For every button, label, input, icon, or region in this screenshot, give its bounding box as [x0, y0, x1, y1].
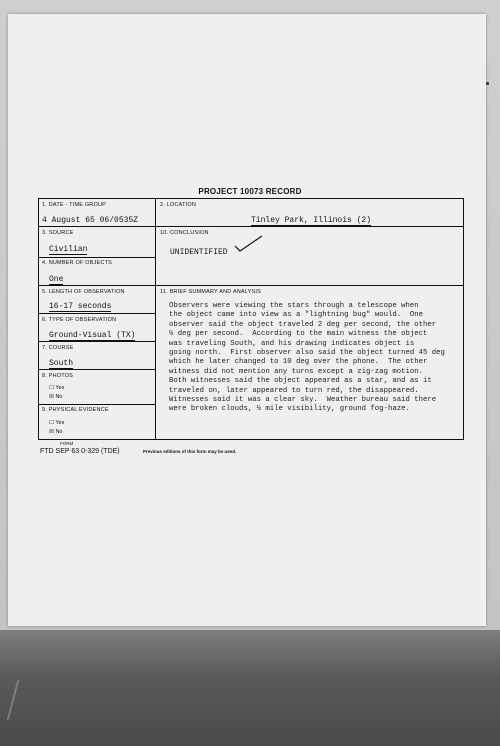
type-of-observation-value: Ground-Visual (TX) — [49, 331, 136, 340]
photos-no-checkbox: ☒ No — [49, 394, 63, 400]
conclusion-label: 10. CONCLUSION — [160, 230, 209, 236]
source-label: 3. SOURCE — [42, 230, 74, 236]
physical-evidence-no-checkbox: ☒ No — [49, 429, 63, 435]
background-bottom — [0, 630, 500, 746]
row-divider — [39, 285, 463, 286]
physical-evidence-label: 9. PHYSICAL EVIDENCE — [42, 407, 109, 413]
date-time-value: 4 August 65 06/0535Z — [42, 216, 139, 225]
record-form — [38, 198, 464, 440]
number-of-objects-value: One — [49, 275, 64, 284]
date-time-label: 1. DATE - TIME GROUP — [42, 202, 106, 208]
length-of-observation-label: 5. LENGTH OF OBSERVATION — [42, 289, 125, 295]
punch-mark — [486, 82, 489, 85]
course-value: South — [49, 359, 74, 368]
type-of-observation-label: 6. TYPE OF OBSERVATION — [42, 317, 117, 323]
row-divider — [39, 226, 155, 227]
row-divider — [39, 313, 155, 314]
photos-yes-checkbox: ☐ Yes — [49, 385, 65, 391]
location-value: Tinley Park, Illinois (2) — [251, 216, 372, 225]
row-divider — [39, 369, 155, 370]
summary-text: Observers were viewing the stars through a telescope when the object came into view as a "lightning bug" would. One observer said the object traveled 2 deg per second, the other ½ deg per second. According to the main witness the object was traveling South, and his drawing indicates object is going north. First observer also said the object turned 45 deg which he later changed to 10 deg over the phone. The other witness did not mention any turns except a zig-zag motion. Both witnesses said the object appeared as a star, and as it traveled on, later appeared to turn red, the disappeared. Witnesses said it was a clear sky. Weather bureau said there were broken clouds, ½ mile visibility, ground fog-haze. — [169, 302, 445, 414]
column-divider — [155, 199, 156, 439]
conclusion-value: UNIDENTIFIED — [170, 248, 228, 257]
number-of-objects-label: 4. NUMBER OF OBJECTS — [42, 260, 113, 266]
summary-label: 11. BRIEF SUMMARY AND ANALYSIS — [160, 289, 261, 295]
physical-evidence-yes-checkbox: ☐ Yes — [49, 420, 65, 426]
source-value: Civilian — [49, 245, 88, 254]
footer-form-id: FTD SEP 63 0-329 (TDE) — [40, 448, 120, 455]
location-label: 2. LOCATION — [160, 202, 197, 208]
row-divider — [39, 257, 155, 258]
row-divider — [39, 404, 155, 405]
row-divider — [155, 226, 463, 227]
footer-form-label: FORM — [60, 441, 74, 446]
length-of-observation-value: 16-17 seconds — [49, 302, 112, 311]
page-title: PROJECT 10073 RECORD — [198, 187, 302, 196]
footer-note: Previous editions of this form may be used. — [143, 449, 237, 454]
row-divider — [39, 341, 155, 342]
photos-label: 8. PHOTOS — [42, 373, 74, 379]
course-label: 7. COURSE — [42, 345, 74, 351]
check-mark-icon — [234, 234, 264, 254]
